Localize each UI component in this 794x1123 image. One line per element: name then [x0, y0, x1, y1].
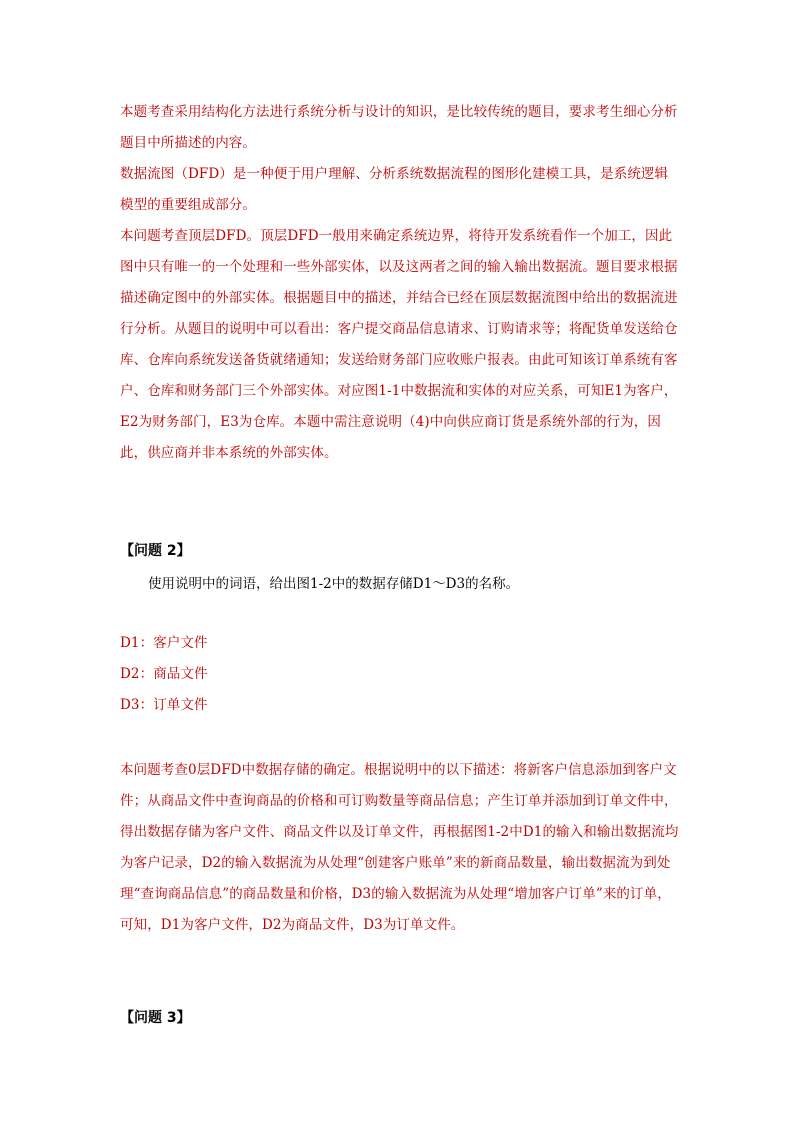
analysis-1-paragraph-2: 数据流图（DFD）是一种便于用户理解、分析系统数据流程的图形化建模工具，是系统逻辑模型的重要组成部分。	[120, 166, 669, 213]
question-3-heading: 【问题 3】	[120, 1010, 191, 1026]
analysis-2	[120, 755, 680, 941]
answer-d2: D2：商品文件	[120, 666, 208, 682]
question-2-heading: 【问题 2】	[120, 543, 191, 559]
question-2-text: 使用说明中的词语，给出图1-2中的数据存储D1～D3的名称。	[148, 576, 520, 592]
answer-d1: D1：客户文件	[120, 635, 208, 651]
analysis-1-paragraph-1: 本题考查采用结构化方法进行系统分析与设计的知识，是比较传统的题目，要求考生细心分析题目中所描述的内容。	[120, 104, 678, 151]
analysis-2-paragraph-1: 本问题考查0层DFD中数据存储的确定。根据说明中的以下描述：将新客户信息添加到客户文件；从商品文件中查询商品的价格和可订购数量等商品信息；产生订单并添加到订单文件中，得出数据存储为客户文件、商品文件以及订单文件，再根据图1-2中D1的输入和输出数据流均为客户记录，D2的输入数据流为从处理“创建客户账单”来的新商品数量，输出数据流为到处理“查询商品信息”的商品数量和价格，D3的输入数据流为从处理“增加客户订单”来的订单，可知，D1为客户文件，D2为商品文件，D3为订单文件。	[120, 762, 679, 933]
answer-d3: D3：订单文件	[120, 697, 208, 713]
analysis-1-paragraph-3: 本问题考查顶层DFD。顶层DFD一般用来确定系统边界，将待开发系统看作一个加工，因此图中只有唯一的一个处理和一些外部实体，以及这两者之间的输入输出数据流。题目要求根据描述确定图中的外部实体。根据题目中的描述，并结合已经在顶层数据流图中给出的数据流进行分析。从题目的说明中可以看出：客户提交商品信息请求、订购请求等；将配货单发送给仓库、仓库向系统发送备货就绪通知；发送给财务部门应收账户报表。由此可知该订单系统有客户、仓库和财务部门三个外部实体。对应图1-1中数据流和实体的对应关系，可知E1为客户，E2为财务部门，E3为仓库。本题中需注意说明（4)中向供应商订货是系统外部的行为，因此，供应商并非本系统的外部实体。	[120, 228, 678, 461]
answers-2	[120, 628, 680, 721]
analysis-1	[120, 97, 680, 469]
